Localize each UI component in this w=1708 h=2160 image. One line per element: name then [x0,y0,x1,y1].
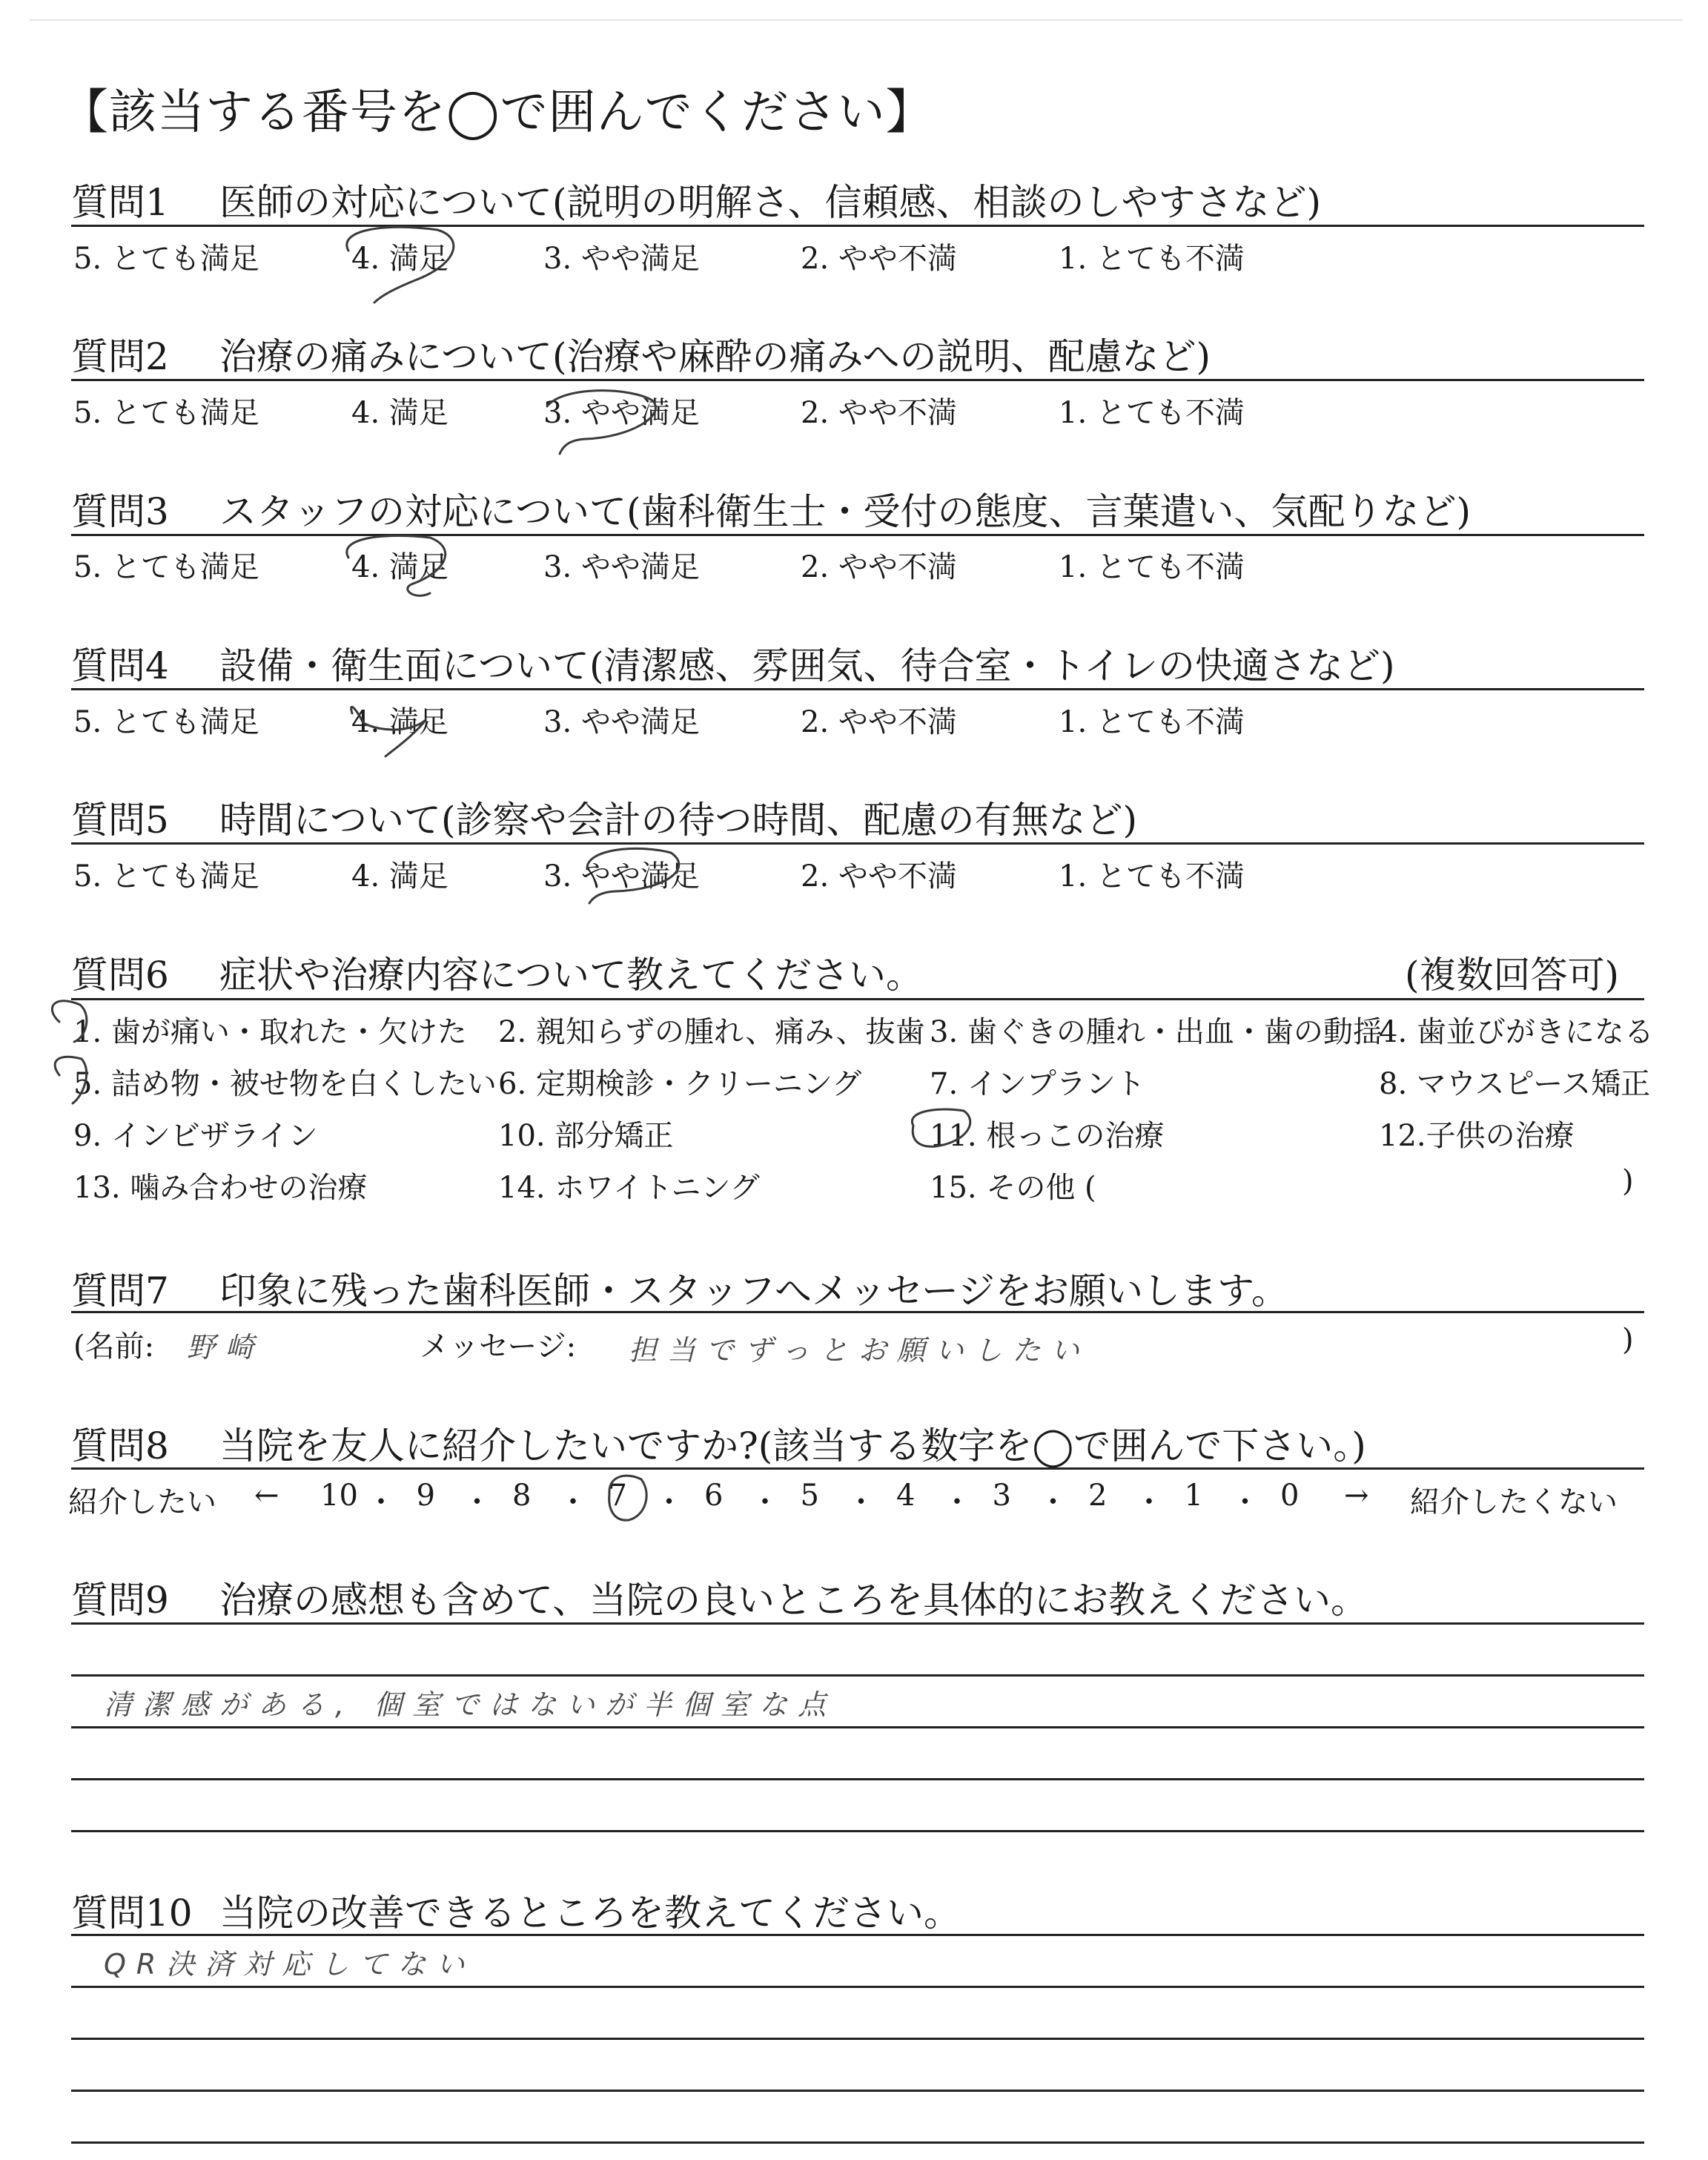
q10-write-line-1 [71,1986,1644,1988]
q8-scale-value-2[interactable]: 2 [1088,1479,1108,1513]
q2-option-2[interactable]: 2. やや不満 [801,396,957,430]
q8-scale-value-1[interactable]: 1 [1184,1479,1203,1513]
question-3-text: スタッフの対応について(歯科衛生士・受付の態度、言葉遣い、気配りなど) [219,490,1472,533]
q8-scale-value-9[interactable]: 9 [416,1479,435,1513]
question-4-number: 質問4 [71,644,169,687]
q8-scale-separator: ・ [846,1485,876,1519]
q8-scale-value-6[interactable]: 6 [704,1479,724,1513]
q7-message-label: メッセージ: [420,1330,577,1364]
q6-option-3[interactable]: 3. 歯ぐきの腫れ・出血・歯の動揺 [930,1015,1383,1049]
q2-option-4[interactable]: 4. 満足 [351,396,448,430]
question-8-text: 当院を友人に紹介したいですか?(該当する数字を◯で囲んで下さい。) [219,1424,1366,1467]
q2-option-3[interactable]: 3. やや満足 [543,396,700,430]
question-10-rule [71,1934,1644,1936]
q8-scale-value-8[interactable]: 8 [512,1479,532,1513]
q6-other-close-paren: ) [1622,1164,1634,1198]
top-edge-line [30,19,1683,21]
question-7-text: 印象に残った歯科医師・スタッフへメッセージをお願いします。 [219,1269,1288,1312]
q6-option-12[interactable]: 12.子供の治療 [1379,1119,1575,1153]
q8-scale-value-10[interactable]: 10 [320,1479,358,1513]
q6-option-6[interactable]: 6. 定期検診・クリーニング [498,1067,862,1101]
q8-scale-separator: ・ [942,1485,972,1519]
q6-option-5[interactable]: 5. 詰め物・被せ物を白くしたい [73,1067,497,1101]
q1-option-5[interactable]: 5. とても満足 [73,242,259,276]
question-8-title [71,1416,1366,1470]
q6-option-10[interactable]: 10. 部分矯正 [498,1119,674,1153]
q1-option-2[interactable]: 2. やや不満 [801,242,957,276]
question-6-rule [71,998,1644,1000]
question-9-text: 治療の感想も含めて、当院の良いところを具体的にお教えください。 [219,1579,1368,1622]
q7-message-handwritten[interactable]: 担当でずっとお願いしたい [629,1334,1090,1367]
q6-option-1[interactable]: 1. 歯が痛い・取れた・欠けた [73,1015,467,1049]
question-4-title [71,636,1395,690]
q7-name-label: (名前: [73,1330,155,1364]
q8-scale-separator: ・ [462,1485,492,1519]
question-8-rule [71,1467,1644,1470]
question-3-number: 質問3 [71,490,169,533]
q8-scale-separator: ・ [654,1485,684,1519]
q8-scale-value-7[interactable]: 7 [608,1479,627,1513]
q5-option-1[interactable]: 1. とても不満 [1059,859,1245,894]
page-heading: 【該当する番号を◯で囲んでください】 [61,85,934,140]
question-8-number: 質問8 [71,1424,169,1467]
q5-option-4[interactable]: 4. 満足 [351,859,448,894]
question-3-title [71,482,1471,535]
q3-option-3[interactable]: 3. やや満足 [543,550,700,584]
question-2-text: 治療の痛みについて(治療や麻酔の痛みへの説明、配慮など) [219,335,1211,378]
question-7-number: 質問7 [71,1269,169,1312]
q6-option-9[interactable]: 9. インビザライン [73,1119,318,1153]
q6-option-7[interactable]: 7. インプラント [930,1067,1145,1101]
question-2-title [71,327,1211,380]
question-5-rule [71,842,1644,845]
question-6-note: (複数回答可) [1405,954,1620,997]
q6-option-13[interactable]: 13. 噛み合わせの治療 [73,1171,368,1205]
q8-left-arrow: ← [254,1479,279,1513]
q9-write-line-1 [71,1674,1644,1677]
q3-option-5[interactable]: 5. とても満足 [73,550,259,584]
q8-scale-separator: ・ [750,1485,780,1519]
question-7-title [71,1261,1288,1315]
q3-option-2[interactable]: 2. やや不満 [801,550,957,584]
question-1-text: 医師の対応について(説明の明解さ、信頼感、相談のしやすさなど) [219,181,1322,224]
question-5-text: 時間について(診察や会計の待つ時間、配慮の有無など) [219,799,1138,842]
q8-left-label: 紹介したい [68,1485,216,1519]
q9-answer-handwritten[interactable]: 清潔感がある, 個室ではないが半個室な点 [104,1688,837,1721]
q4-option-1[interactable]: 1. とても不満 [1059,705,1245,739]
q10-write-line-4 [71,2141,1644,2144]
question-1-rule [71,225,1644,227]
question-7-rule [71,1311,1644,1313]
q9-write-line-3 [71,1778,1644,1780]
q10-answer-handwritten[interactable]: QR決済対応してない [104,1948,475,1981]
q1-option-3[interactable]: 3. やや満足 [543,242,700,276]
q8-scale-separator: ・ [1038,1485,1068,1519]
q10-write-line-2 [71,2038,1644,2040]
q6-option-11[interactable]: 11. 根っこの治療 [930,1119,1165,1153]
question-10-number: 質問10 [71,1892,193,1935]
q9-write-line-4 [71,1830,1644,1832]
q4-option-4[interactable]: 4. 満足 [351,705,448,739]
q3-option-4[interactable]: 4. 満足 [351,550,448,584]
q8-right-arrow: → [1344,1479,1369,1513]
q3-option-1[interactable]: 1. とても不満 [1059,550,1245,584]
q6-option-2[interactable]: 2. 親知らずの腫れ、痛み、抜歯 [498,1015,925,1049]
q4-option-3[interactable]: 3. やや満足 [543,705,700,739]
q7-name-handwritten[interactable]: 野崎 [187,1331,265,1364]
q6-option-14[interactable]: 14. ホワイトニング [498,1171,760,1205]
question-4-rule [71,688,1644,690]
q8-scale-separator: ・ [1134,1485,1164,1519]
question-10-title [71,1883,961,1937]
q10-write-line-3 [71,2090,1644,2092]
question-2-rule [71,379,1644,381]
question-6-text: 症状や治療内容について教えてください。 [219,954,923,997]
question-5-number: 質問5 [71,799,169,842]
q2-option-5[interactable]: 5. とても満足 [73,396,259,430]
q1-option-1[interactable]: 1. とても不満 [1059,242,1245,276]
question-3-rule [71,534,1644,536]
question-9-number: 質問9 [71,1579,169,1622]
question-9-title [71,1571,1368,1624]
question-1-title [71,173,1321,226]
q8-scale-value-0[interactable]: 0 [1280,1479,1300,1513]
q8-scale-separator: ・ [558,1485,588,1519]
q8-scale-value-4[interactable]: 4 [896,1479,916,1513]
q5-option-2[interactable]: 2. やや不満 [801,859,957,894]
q8-scale-value-3[interactable]: 3 [992,1479,1011,1513]
question-2-number: 質問2 [71,335,169,378]
q5-option-3[interactable]: 3. やや満足 [543,859,700,894]
q4-option-2[interactable]: 2. やや不満 [801,705,957,739]
q8-scale-separator: ・ [1230,1485,1260,1519]
question-4-text: 設備・衛生面について(清潔感、雰囲気、待合室・トイレの快適さなど) [219,644,1395,687]
q9-write-line-2 [71,1726,1644,1728]
question-10-text: 当院の改善できるところを教えてください。 [219,1892,961,1935]
q2-option-1[interactable]: 1. とても不満 [1059,396,1245,430]
question-1-number: 質問1 [71,181,169,224]
q8-right-label: 紹介したくない [1410,1485,1618,1519]
question-9-rule [71,1622,1644,1625]
q6-option-4[interactable]: 4. 歯並びがきになる [1379,1015,1654,1049]
q4-option-5[interactable]: 5. とても満足 [73,705,259,739]
q6-option-8[interactable]: 8. マウスピース矯正 [1379,1067,1651,1101]
question-6-title [71,945,923,999]
q6-option-15[interactable]: 15. その他 ( [930,1171,1096,1205]
q5-option-5[interactable]: 5. とても満足 [73,859,259,894]
q8-scale-value-5[interactable]: 5 [800,1479,819,1513]
q8-scale-separator: ・ [366,1485,396,1519]
question-5-title [71,790,1137,844]
q1-option-4[interactable]: 4. 満足 [351,242,448,276]
question-6-number: 質問6 [71,954,169,997]
q7-close-paren: ) [1622,1323,1634,1357]
